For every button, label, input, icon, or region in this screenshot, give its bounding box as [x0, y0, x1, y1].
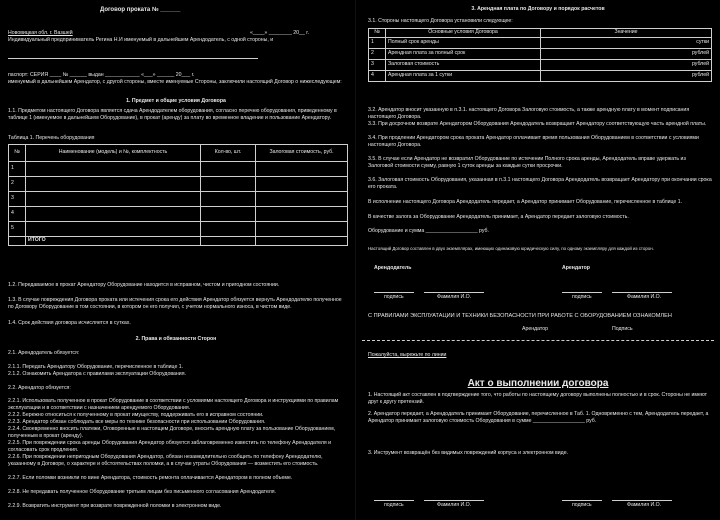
left-page — [0, 0, 352, 520]
table-row: 2 — [9, 177, 348, 192]
rules-lessee-label: Арендатор — [522, 326, 548, 332]
table-header-cell: № — [9, 145, 26, 162]
table-row: 2 Арендная плата за полный срок рублей — [369, 49, 712, 60]
table-header-cell: Наименование (модель) и №, комплектность — [26, 145, 201, 162]
clause-2-1: 2.1. Арендодатель обязуется: — [8, 350, 80, 356]
intro-text: Индивидуальный предприниматель Регина Н.И именуемый в дальнейшем Арендодатель, с одной стороны, и — [8, 37, 274, 43]
clause-1-4: 1.4. Срок действия договора исчисляется в сутках. — [8, 320, 131, 326]
table-row: 5 — [9, 222, 348, 237]
table-row: 1 — [9, 162, 348, 177]
cut-line — [362, 340, 714, 341]
signature-caption: подпись — [572, 294, 592, 300]
lessor-label: Арендодатель — [374, 265, 412, 271]
name-caption: Фамилия И.О. — [627, 294, 662, 300]
clause-1-2: 1.2. Передаваемое в прокат Арендатору Оборудование находится в исправном, чистом и пригодном состоянии. — [8, 282, 280, 288]
table-row: 4 Арендная плата за 1 сутки рублей — [369, 71, 712, 82]
clause-2-2-3: 2.2.3. Арендатор обязан соблюдать все меры по технике безопасности при использовании Оборудования. — [8, 419, 266, 425]
name-line — [8, 58, 258, 59]
signature-caption: подпись — [384, 294, 404, 300]
right-page — [362, 0, 714, 520]
signature-caption: подпись — [572, 502, 592, 508]
clause-2-2-4: 2.2.4. Своевременно вносить платежи, Оговоренные в настоящем Договоре, вносить арендную плату за пользование Оборудованием, полученным в прокат (аренду). — [8, 426, 336, 440]
clause-2-2-7: 2.2.7. Если поломки возникли по вине Арендатора, стоимость ремонта оплачивается Арендатором в полном объеме. — [8, 475, 293, 481]
table-row: 3 — [9, 192, 348, 207]
clause-2-2-8: 2.2.8. Не передавать полученное Оборудование третьим лицам без письменного согласования Арендодателя. — [8, 489, 276, 495]
act-clause-2: 2. Арендатор передает, а Арендодатель принимает Оборудование, перечисленное в Таб. 1. Одновременно с тем, Арендодатель передает, а Арендатор принимает залоговую стоимость Оборудования в сумме __________________ руб. — [368, 411, 709, 425]
signature-caption: подпись — [384, 502, 404, 508]
rules-signature-label: Подпись — [612, 326, 633, 332]
table-header-cell: Кол-во, шт. — [201, 145, 256, 162]
section-1-title: 1. Предмет и общие условия Договора — [126, 98, 226, 104]
clause-2-2-5: 2.2.5. При повреждении срока аренды Оборудования Арендатор обязуется заблаговременно известить по телефону Арендодателя и согласовать срок продления. — [8, 440, 332, 454]
clause-3-6: 3.6. Залоговая стоимость Оборудования, указанная в п.3.1 настоящего Договора Арендодатель возвращает Арендатору при окончании срока его проката. — [368, 177, 712, 191]
equipment-table — [8, 144, 348, 246]
table-row: 3 Залоговая стоимость рублей — [369, 60, 712, 71]
name-caption: Фамилия И.О. — [627, 502, 662, 508]
handover-text: В исполнение настоящего Договора Арендодатель передает, а Арендатор принимает Оборудование, перечисленное в таблице 1. — [368, 199, 683, 205]
cut-instruction: Пожалуйста, вырежьте по линии — [368, 352, 447, 358]
clause-2-1-1: 2.1.1. Передать Арендатору Оборудование, перечисленное в таблице 1. — [8, 364, 184, 370]
act-clause-3: 3. Инструмент возвращён без видимых повреждений корпуса и электронном виде. — [368, 450, 569, 456]
passport-line: паспорт: СЕРИЯ ____ № ______ выдан ____________ «___» ______ 20___ г. — [8, 72, 195, 78]
clause-2-2-1: 2.2.1. Использовать полученное в прокат Оборудование в соответствии с условиями настоящего Договора и инструкциями по правилам эксплуатации и в соответствии с назначением арендуемого Оборудования. — [8, 398, 339, 412]
table-row: 4 — [9, 207, 348, 222]
clause-3-2: 3.2. Арендатор вносит указанную в п.3.1. настоящего Договора Залоговую стоимость, а также арендную плату в момент подписания настоящего Договора. — [368, 107, 690, 121]
clause-2-2-2: 2.2.2. Бережно относиться к полученному в прокат имуществу, поддерживать его в исправном состоянии. — [8, 412, 264, 418]
clause-3-5: 3.5. В случае если Арендатор не возвратил Оборудование по истечении Полного срока аренды, Арендодатель вправе удержать из Залоговой стоимости сумму, равную 1 суток аренды за каждые сутки просрочки. — [368, 156, 686, 170]
table-header-row — [9, 145, 348, 162]
clause-3-1: 3.1. Стороны настоящего Договора установили следующее: — [368, 18, 513, 24]
lessee-label: Арендатор — [562, 265, 590, 271]
section-2-title: 2. Права и обязанности Сторон — [135, 336, 217, 342]
deposit-sum: Оборудование и сумма __________________ руб. — [368, 228, 489, 234]
clause-3-3: 3.3. При досрочном возврате Арендатором Оборудования Арендодатель возвращает Арендатору соответствующую часть арендной платы. — [368, 121, 707, 127]
clause-3-4: 3.4. При продлении Арендатором срока проката Арендатор оплачивает время пользования Оборудованием в соответствии с условиями настоящего Договора. — [368, 135, 699, 149]
place: Нововицкая обл. г. Вазшей — [8, 30, 73, 36]
name-caption: Фамилия И.О. — [437, 502, 472, 508]
act-title: Акт о выполнении договора — [467, 378, 609, 389]
clause-2-1-2: 2.1.2. Ознакомить Арендатора с правилами эксплуатации Оборудования. — [8, 371, 186, 377]
copies-note: Настоящий Договор составлен в двух экземплярах, имеющих одинаковую юридическую силу, по одному экземпляру для каждой из сторон. — [368, 246, 654, 251]
safety-rules-ack: С ПРАВИЛАМИ ЭКСПЛУАТАЦИИ И ТЕХНИКИ БЕЗОПАСНОСТИ ПРИ РАБОТЕ С ОБОРУДОВАНИЕМ ОЗНАКОМЛЕН — [368, 313, 672, 319]
contract-title: Договор проката № ______ — [100, 7, 181, 13]
table-header-row: № Основные условия Договора Значение — [369, 29, 712, 38]
clause-1-3: 1.3. В случае повреждения Договора проката или истечения срока его действия Арендатор обязуется вернуть Арендодателю полученное по Договору Оборудование в том состоянии, в котором он его получил, с учетом нормального износа, в чистом виде. — [8, 297, 342, 311]
deposit-text: В качестве залога за Оборудование Арендодатель принимает, а Арендатор передает залоговую стоимость. — [368, 214, 629, 220]
table-header-cell: Залоговая стоимость, руб. — [256, 145, 348, 162]
terms-table — [368, 28, 712, 82]
table-row: 1 Полный срок аренды сутки — [369, 38, 712, 49]
table-total-row: ИТОГО — [9, 237, 348, 246]
clause-1-1: 1.1. Предметом настоящего Договора является сдача Арендодателем оборудования, согласно перечню оборудования, приведенному в таблице 1 (именуемое в дальнейшем Оборудование), в прокат (аренду) за плату во временное владение и пользование Арендатору. — [8, 108, 337, 122]
name-caption: Фамилия И.О. — [437, 294, 472, 300]
act-clause-1: 1. Настоящий акт составлен в подтверждение того, что работы по настоящему договору выполнены полностью и в срок. Стороны не имеют друг к другу претензий. — [368, 392, 707, 406]
section-3-title: 3. Арендная плата по Договору и порядок расчетов — [471, 6, 605, 12]
page-divider — [355, 0, 356, 520]
intro-text-2: именуемый в дальнейшем Арендатор, с другой стороны, вместе именуемые Стороны, заключили настоящий Договор о нижеследующем: — [8, 79, 342, 85]
table-1-title: Таблица 1. Перечень оборудования — [8, 135, 95, 141]
clause-2-2-9: 2.2.9. Возвратить инструмент при возврате поврежденной поломки в электронном виде. — [8, 503, 222, 509]
clause-2-2-6: 2.2.6. При повреждении непригодным Оборудования Арендатор, обязан незамедлительно сообщить по телефону Арендодателю, указанному в Договоре, о характере и обстоятельствах поломки, а в случае утраты Оборудования — возместить его стоимость. — [8, 454, 323, 468]
contract-date: «____» ________ 20__ г. — [250, 30, 309, 36]
clause-2-2: 2.2. Арендатор обязуется: — [8, 385, 71, 391]
